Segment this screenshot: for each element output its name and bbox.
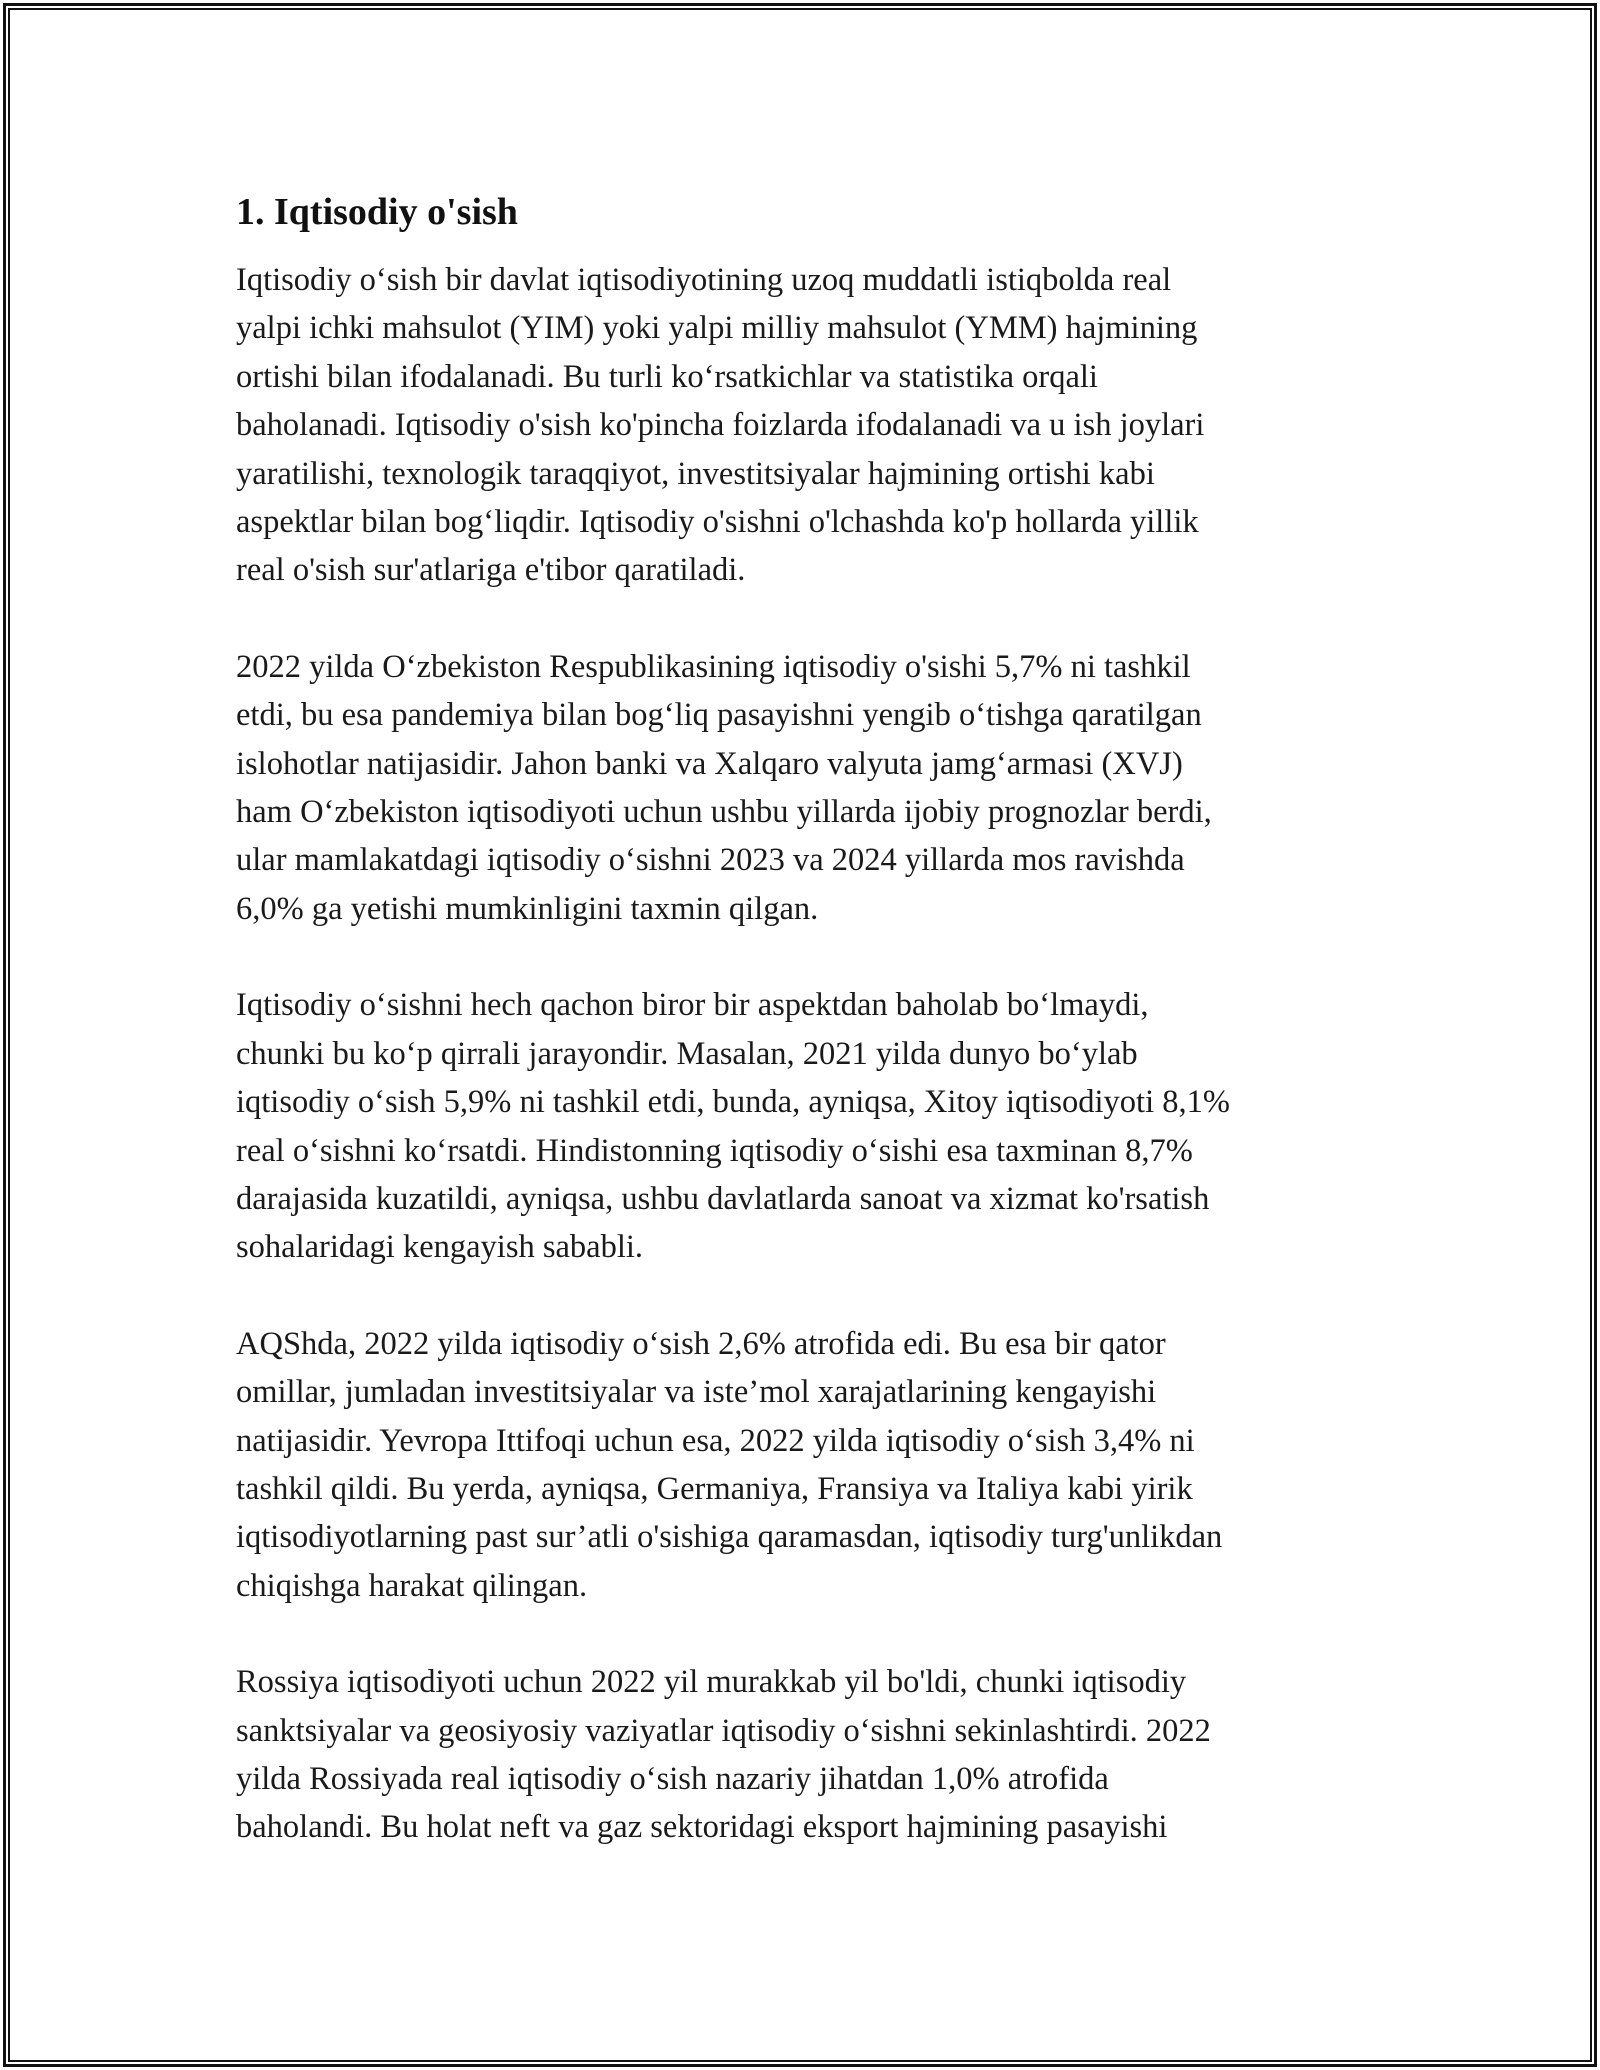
paragraph-russia	[236, 1658, 1386, 1852]
text-line: AQShda, 2022 yilda iqtisodiy o‘sish 2,6% atrofida edi. Bu esa bir qator	[236, 1325, 1166, 1362]
text-line: sanktsiyalar va geosiyosiy vaziyatlar iqtisodiy o‘sishni sekinlashtirdi. 2022	[236, 1712, 1211, 1749]
text-line: etdi, bu esa pandemiya bilan bog‘liq pasayishni yengib o‘tishga qaratilgan	[236, 697, 1202, 734]
text-line: ham O‘zbekiston iqtisodiyoti uchun ushbu yillarda ijobiy prognozlar berdi,	[236, 794, 1212, 831]
text-line: omillar, jumladan investitsiyalar va iste’mol xarajatlarining kengayishi	[236, 1374, 1157, 1411]
text-line: chiqishga harakat qilingan.	[236, 1567, 588, 1604]
text-line: yilda Rossiyada real iqtisodiy o‘sish nazariy jihatdan 1,0% atrofida	[236, 1760, 1109, 1797]
text-line: 6,0% ga yetishi mumkinligini taxmin qilgan.	[236, 890, 819, 927]
text-line: darajasida kuzatildi, ayniqsa, ushbu davlatlarda sanoat va xizmat ko'rsatish	[236, 1180, 1210, 1217]
text-line: Iqtisodiy o‘sish bir davlat iqtisodiyotining uzoq muddatli istiqbolda real	[236, 262, 1172, 298]
text-line: yaratilishi, texnologik taraqqiyot, investitsiyalar hajmining ortishi kabi	[236, 455, 1155, 492]
text-line: ular mamlakatdagi iqtisodiy o‘sishni 2023 va 2024 yillarda mos ravishda	[236, 842, 1185, 879]
text-line: real o'sish sur'atlariga e'tibor qaratiladi.	[236, 552, 746, 589]
paragraph-uzbekistan	[236, 643, 1386, 933]
paragraph-usa-eu	[236, 1320, 1386, 1610]
text-line: Rossiya iqtisodiyoti uchun 2022 yil murakkab yil bo'ldi, chunki iqtisodiy	[236, 1664, 1187, 1701]
text-line: yalpi ichki mahsulot (YIM) yoki yalpi milliy mahsulot (YMM) hajmining	[236, 310, 1198, 347]
text-line: Iqtisodiy o‘sishni hech qachon biror bir aspektdan baholab bo‘lmaydi,	[236, 987, 1149, 1024]
document-body	[236, 186, 1386, 1900]
text-line: sohalaridagi kengayish sababli.	[236, 1229, 644, 1266]
text-line: iqtisodiy o‘sish 5,9% ni tashkil etdi, bunda, ayniqsa, Xitoy iqtisodiyoti 8,1%	[236, 1084, 1230, 1121]
text-line: real o‘sishni ko‘rsatdi. Hindistonning iqtisodiy o‘sishi esa taxminan 8,7%	[236, 1132, 1193, 1169]
text-line: tashkil qildi. Bu yerda, ayniqsa, Germaniya, Fransiya va Italiya kabi yirik	[236, 1470, 1193, 1507]
paragraph-world	[236, 981, 1386, 1271]
text-line: ortishi bilan ifodalanadi. Bu turli ko‘rsatkichlar va statistika orqali	[236, 358, 1098, 395]
text-line: chunki bu ko‘p qirrali jarayondir. Masalan, 2021 yilda dunyo bo‘ylab	[236, 1035, 1138, 1072]
text-line: natijasidir. Yevropa Ittifoqi uchun esa, 2022 yilda iqtisodiy o‘sish 3,4% ni	[236, 1422, 1195, 1459]
text-line: baholanadi. Iqtisodiy o'sish ko'pincha foizlarda ifodalanadi va u ish joylari	[236, 407, 1205, 444]
paragraph-definition	[236, 256, 1386, 595]
section-heading: 1. Iqtisodiy o'sish	[236, 191, 518, 233]
text-line: baholandi. Bu holat neft va gaz sektoridagi eksport hajmining pasayishi	[236, 1809, 1168, 1846]
text-line: 2022 yilda O‘zbekiston Respublikasining iqtisodiy o'sishi 5,7% ni tashkil	[236, 648, 1191, 685]
text-line: aspektlar bilan bog‘liqdir. Iqtisodiy o'sishni o'lchashda ko'p hollarda yillik	[236, 504, 1199, 541]
text-line: iqtisodiyotlarning past sur’atli o'sishiga qaramasdan, iqtisodiy turg'unlikdan	[236, 1519, 1223, 1556]
text-line: islohotlar natijasidir. Jahon banki va Xalqaro valyuta jamg‘armasi (XVJ)	[236, 745, 1183, 782]
